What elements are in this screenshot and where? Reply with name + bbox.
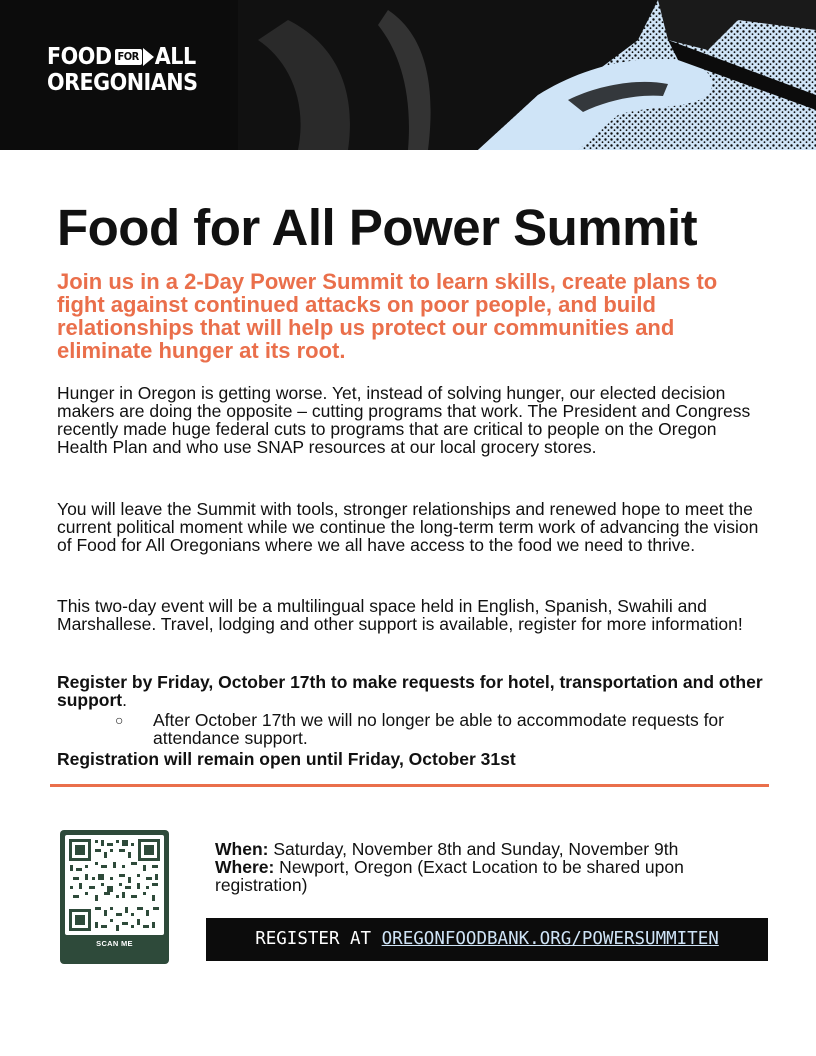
logo-word-food: FOOD: [47, 44, 112, 70]
event-when-label: When:: [215, 839, 269, 859]
registration-open-until: Registration will remain open until Friday, October 31st: [57, 749, 516, 769]
arrow-icon: [143, 48, 154, 66]
register-link[interactable]: OREGONFOODBANK.ORG/POWERSUMMITEN: [381, 929, 719, 949]
qr-code-card[interactable]: [60, 830, 169, 964]
register-prefix: REGISTER AT: [255, 929, 382, 949]
registration-deadline: [57, 673, 769, 709]
page-subtitle: Join us in a 2-Day Power Summit to learn skills, create plans to fight against continued attacks on poor people, and build relationships that will help us protect our communities and eliminate hunger at its root.: [57, 269, 718, 363]
paragraph-summit: You will leave the Summit with tools, stronger relationships and renewed hope to meet the current political moment while we continue the long-term term work of advancing the vision of Food for All Oregonians where we all have access to the food we need to thrive.: [57, 499, 759, 555]
register-banner: [206, 918, 768, 961]
event-where-value: Newport, Oregon (Exact Location to be shared upon registration): [215, 857, 684, 895]
header-banner: [0, 0, 816, 150]
logo-word-for: FOR: [115, 49, 142, 65]
event-where: [215, 858, 765, 894]
bullet-text: After October 17th we will no longer be able to accommodate requests for attendance support.: [153, 710, 724, 748]
header-photo: [238, 0, 816, 150]
qr-code[interactable]: [65, 835, 164, 935]
registration-deadline-bold: Register by Friday, October 17th to make requests for hotel, transportation and other support: [57, 672, 763, 710]
bullet-icon: ○: [115, 712, 124, 728]
event-details: [215, 840, 765, 894]
registration-deadline-end: .: [122, 690, 128, 710]
divider: [50, 784, 769, 787]
event-when: [215, 840, 765, 858]
brand-logo: [47, 44, 197, 96]
event-when-value: Saturday, November 8th and Sunday, November 9th: [268, 839, 679, 859]
logo-word-all: ALL: [154, 44, 196, 70]
paragraph-hunger: Hunger in Oregon is getting worse. Yet, instead of solving hunger, our elected decision makers are doing the opposite – cutting programs that work. The President and Congress recently made huge federal cuts to programs that are critical to people on the Oregon Health Plan and who use SNAP resources at our local grocery stores.: [57, 383, 751, 457]
qr-scan-label: SCAN ME: [96, 939, 133, 948]
qr-pattern: [65, 835, 164, 935]
event-where-label: Where:: [215, 857, 275, 877]
page-title: Food for All Power Summit: [57, 199, 698, 256]
logo-word-oregonians: OREGONIANS: [47, 70, 198, 96]
paragraph-multilingual: This two-day event will be a multilingual space held in English, Spanish, Swahili and Marshallese. Travel, lodging and other support is available, register for more information!: [57, 596, 743, 634]
